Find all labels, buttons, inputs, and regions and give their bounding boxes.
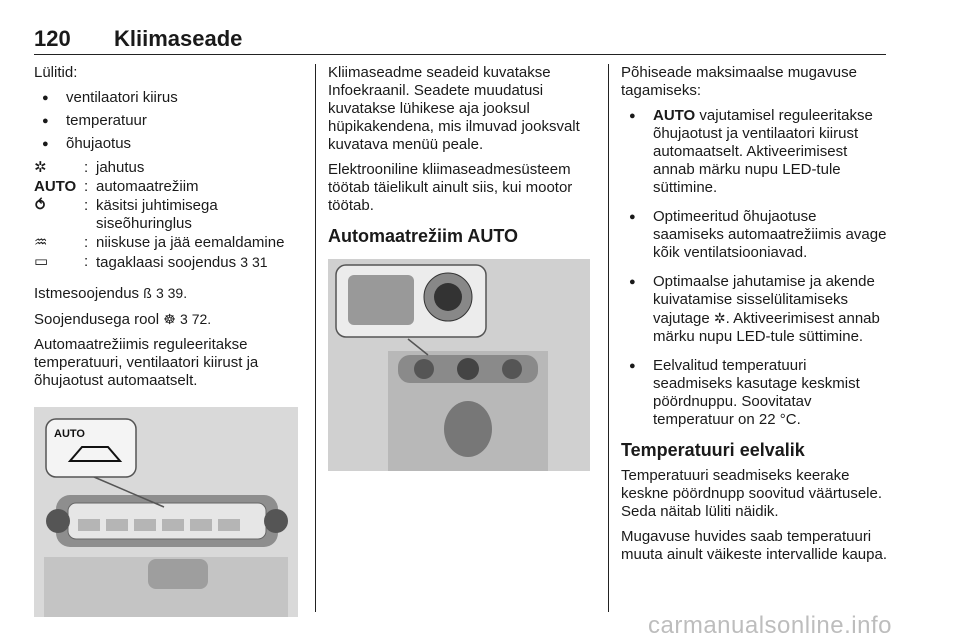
page-number: 120 (34, 26, 71, 51)
symbol-row: ⥀ : käsitsi juhtimisega siseõhuringlus (34, 197, 306, 233)
seat-heat-icon: ß (143, 285, 152, 301)
symbol-description: niiskuse ja jää eemaldamine (96, 234, 285, 251)
section-heading: Temperatuuri eelvalik (621, 440, 805, 460)
switches-label: Lülitid: (34, 64, 78, 81)
switch-list (34, 89, 306, 153)
recirculation-icon: ⥀ (34, 197, 47, 214)
list-item: ● temperatuur (34, 112, 306, 130)
symbol-description: tagaklaasi soojendus (96, 254, 237, 271)
wheel-heat-line: Soojendusega rool ☸ 3 72. (34, 311, 212, 328)
rear-window-heat-icon: ▭ (34, 253, 49, 270)
paragraph: Mugavuse huvides saab temperatuuri muuta ainult väikeste intervallide kaupa. (621, 528, 887, 563)
paragraph: Elektrooniline kliimaseadmesüsteem töötab täielikult ainult siis, kui mootor töötab. (328, 161, 573, 214)
list-item: ● Optimeeritud õhujaotuse saamiseks automaatrežiimis avage kõik ventilatsiooniavad. (621, 208, 889, 262)
symbol-description: automaatrežiim (96, 178, 199, 195)
column-3 (621, 64, 889, 571)
symbol-description: jahutus (96, 159, 145, 176)
watermark: carmanualsonline.info (648, 612, 892, 639)
symbol-row: AUTO : automaatrežiim (34, 178, 306, 196)
steering-wheel-heat-icon: ☸ (163, 311, 176, 327)
dashboard-figure (328, 259, 590, 471)
auto-text-symbol: AUTO (653, 107, 696, 124)
page-reference[interactable]: 3 31 (240, 254, 268, 270)
page-reference[interactable]: 3 39. (155, 285, 188, 301)
symbol-row: ✲ : jahutus (34, 159, 306, 177)
paragraph: Kliimaseadme seadeid kuvatakse Infoekraanil. Seadete muudatusi kuvatakse lühikese aja jooksul hüpikakendena, mis ilmuvad jooksvalt kuvatava menüü peale. (328, 64, 580, 153)
list-item: ● ventilaatori kiirus (34, 89, 306, 107)
auto-text-symbol: AUTO (34, 178, 77, 195)
windscreen-defrost-icon: ♒ (34, 234, 48, 251)
section-heading: Automaatrežiim AUTO (328, 226, 519, 246)
page-reference[interactable]: 3 72. (180, 311, 212, 327)
snowflake-icon: ✲ (34, 159, 47, 176)
column-2 (328, 64, 596, 476)
page-header (34, 26, 886, 55)
symbol-legend (34, 159, 306, 272)
symbol-row: ♒ : niiskuse ja jää eemaldamine (34, 234, 306, 252)
seat-heat-line: Istmesoojendus ß 3 39. (34, 285, 188, 302)
column-divider-2 (608, 64, 609, 612)
auto-label: AUTO (54, 428, 85, 440)
intro: Põhiseade maksimaalse mugavuse tagamiseks: (621, 64, 857, 99)
list-item: ● Optimaalse jahutamise ja akende kuivatamise sisselülitamiseks vajutage ✲. Aktiveerimisest annab märku nupu LED-tule süttimine. (621, 273, 889, 346)
list-item: ● Eelvalitud temperatuuri seadmiseks kasutage keskmist pöördnuppu. Soovitatav temperatuur on 22 °C. (621, 357, 889, 429)
section-title: Kliimaseade (114, 26, 243, 51)
symbol-row: ▭ : tagaklaasi soojendus 3 31 (34, 253, 268, 271)
column-divider-1 (315, 64, 316, 612)
auto-description: Automaatrežiimis reguleeritakse temperatuuri, ventilaatori kiirust ja õhujaotust automaatselt. (34, 336, 259, 389)
list-item: ● õhujaotus (34, 135, 306, 153)
symbol-description: käsitsi juhtimisega siseõhuringlus (96, 197, 218, 232)
snowflake-icon: ✲ (713, 310, 726, 326)
paragraph: Temperatuuri seadmiseks keerake keskne pöördnupp soovitud väärtusele. Seda näitab lüliti näidik. (621, 467, 883, 520)
climate-panel-figure (34, 407, 298, 617)
list-item: ● AUTO vajutamisel reguleeritakse õhujaotust ja ventilaatori kiirust automaatselt. Aktiveerimisest annab märku nupu LED-tule süttimine. (621, 107, 889, 197)
comfort-list (621, 107, 889, 429)
column-1 (34, 64, 306, 622)
